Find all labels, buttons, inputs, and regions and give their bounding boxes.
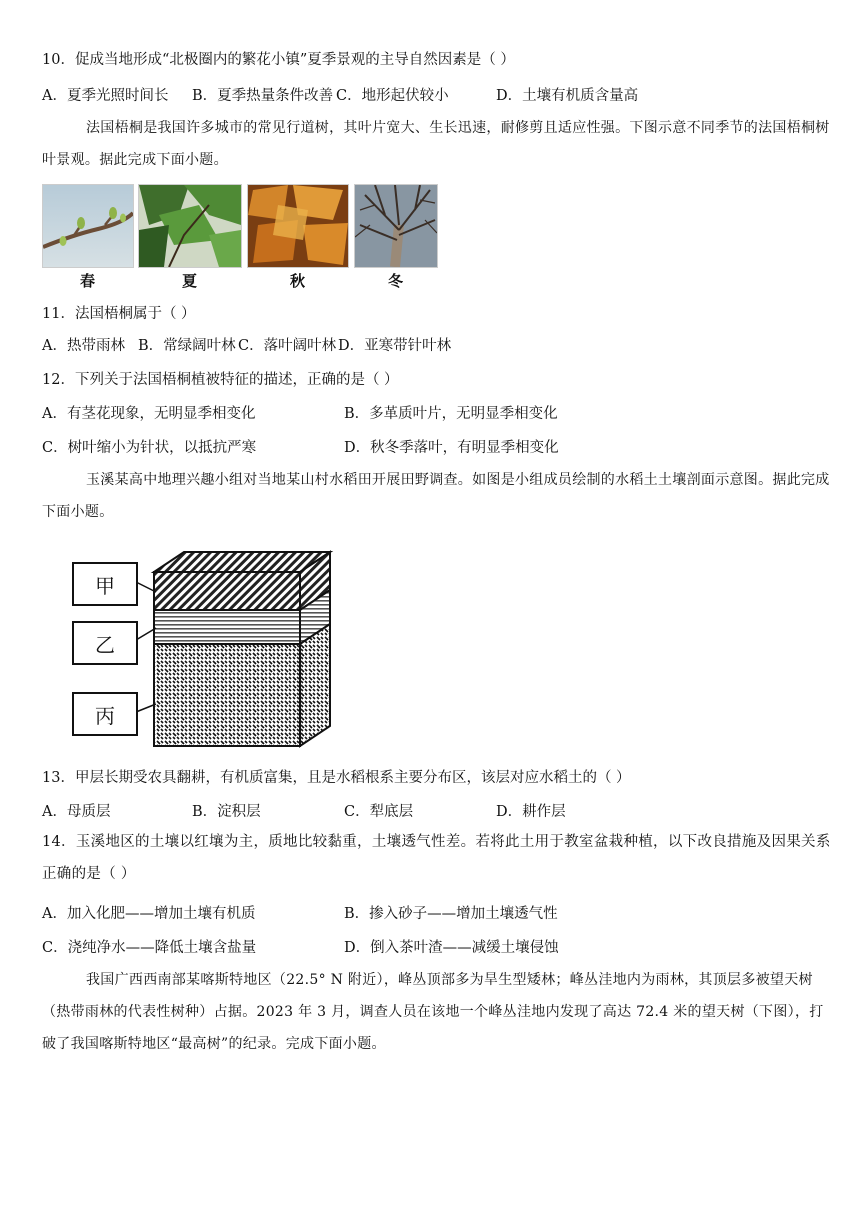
q13-option-d: D．耕作层 [496,804,566,820]
season-label-autumn: 秋 [290,272,306,290]
q14-option-b: B．掺入砂子——增加土壤透气性 [344,906,558,922]
passage-plane-tree: 法国梧桐是我国许多城市的常见行道树，其叶片宽大、生长迅速，耐修剪且适应性强。下图示意不同季节的法国梧桐树叶景观。据此完成下面小题。 [42,120,830,168]
q11-stem: 11．法国梧桐属于（ ） [42,306,196,322]
season-label-summer: 夏 [182,272,198,290]
q10-option-c: C．地形起伏较小 [336,88,449,104]
q11-option-b: B．常绿阔叶林 [138,338,236,354]
soil-layer-label-jia: 甲 [72,562,138,606]
q12-option-b: B．多革质叶片，无明显季相变化 [344,406,558,422]
q14-option-d: D．倒入茶叶渣——减缓土壤侵蚀 [344,940,559,956]
q14-option-a: A．加入化肥——增加土壤有机质 [42,906,256,922]
soil-layer-label-yi: 乙 [72,621,138,665]
q14-option-c: C．浇纯净水——降低土壤含盐量 [42,940,257,956]
season-label-winter: 冬 [388,272,404,290]
season-label-spring: 春 [80,272,96,290]
q13-option-b: B．淀积层 [192,804,261,820]
q11-option-a: A．热带雨林 [42,338,125,354]
q13-option-c: C．犁底层 [344,804,414,820]
q10-stem: 10．促成当地形成“北极圈内的繁花小镇”夏季景观的主导自然因素是（ ） [42,52,515,68]
q12-option-d: D．秋冬季落叶，有明显季相变化 [344,440,559,456]
q12-option-a: A．有茎花现象，无明显季相变化 [42,406,256,422]
q10-option-d: D．土壤有机质含量高 [496,88,639,104]
q13-stem: 13．甲层长期受农具翻耕，有机质富集，且是水稻根系主要分布区，该层对应水稻土的（ ） [42,770,631,786]
q12-option-c: C．树叶缩小为针状，以抵抗严寒 [42,440,257,456]
spring-photo [42,184,134,268]
q11-option-c: C．落叶阔叶林 [238,338,337,354]
summer-photo [138,184,242,268]
q12-stem: 12．下列关于法国梧桐植被特征的描述，正确的是（ ） [42,372,399,388]
q10-option-b: B．夏季热量条件改善 [192,88,334,104]
winter-photo [354,184,438,268]
passage-soil-profile: 玉溪某高中地理兴趣小组对当地某山村水稻田开展田野调查。如图是小组成员绘制的水稻土土壤剖面示意图。据此完成下面小题。 [42,472,830,520]
passage-karst-tree: 我国广西西南部某喀斯特地区（22.5° N 附近），峰丛顶部多为旱生型矮林；峰丛洼地内为雨林，其顶层多被望天树（热带雨林的代表性树种）占据。2023 年 3 月，调查人员在该地一个峰丛洼地内发现了高达 72.4 米的望天树（下图），打破了我国喀斯特地区“最高树”的纪录。完成下面小题。 [42,972,824,1052]
q10-option-a: A．夏季光照时间长 [42,88,169,104]
q11-option-d: D．亚寒带针叶林 [338,338,452,354]
q13-option-a: A．母质层 [42,804,111,820]
autumn-photo [247,184,349,268]
q14-stem: 14．玉溪地区的土壤以红壤为主，质地比较黏重，土壤透气性差。若将此土用于教室盆栽种植，以下改良措施及因果关系正确的是（ ） [42,834,831,882]
soil-layer-label-bing: 丙 [72,692,138,736]
